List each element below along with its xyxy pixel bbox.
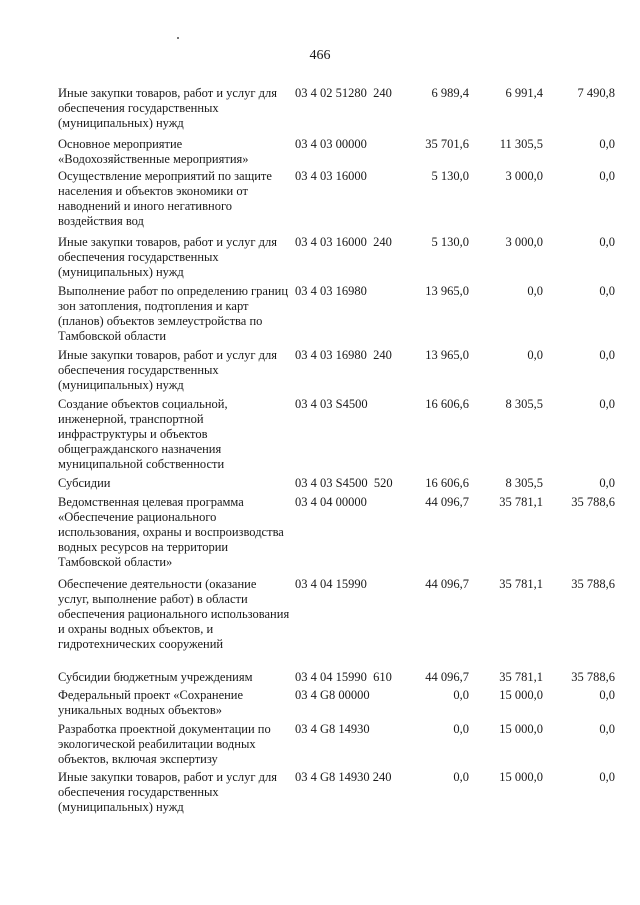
row-value-1: 0,0 xyxy=(453,770,469,784)
row-description: Субсидии бюджетным учреждениям xyxy=(58,670,253,684)
row-description: Иные закупки товаров, работ и услуг для обеспечения государственных (муниципальных) нужд xyxy=(58,348,278,392)
row-value-2: 15 000,0 xyxy=(499,688,543,702)
row-description: Иные закупки товаров, работ и услуг для обеспечения государственных (муниципальных) нужд xyxy=(58,770,278,814)
row-value-2: 0,0 xyxy=(527,284,543,298)
row-value-2: 11 305,5 xyxy=(499,137,543,151)
row-code: 03 4 03 16000 xyxy=(295,169,367,183)
row-value-2: 8 305,5 xyxy=(505,476,543,490)
row-value-3: 0,0 xyxy=(599,397,615,411)
row-value-1: 13 965,0 xyxy=(425,284,469,298)
row-code: 03 4 G8 14930 xyxy=(295,722,370,736)
row-description: Субсидии xyxy=(58,476,111,490)
row-code: 03 4 03 16980 xyxy=(295,284,367,298)
row-value-1: 6 989,4 xyxy=(431,86,469,100)
row-code: 03 4 04 15990 610 xyxy=(295,670,392,684)
row-value-3: 0,0 xyxy=(599,348,615,362)
row-code: 03 4 G8 14930 240 xyxy=(295,770,392,784)
row-value-1: 5 130,0 xyxy=(431,169,469,183)
row-code: 03 4 04 15990 xyxy=(295,577,367,591)
scan-speck xyxy=(177,37,179,39)
row-description: Обеспечение деятельности (оказание услуг, выполнение работ) в области обеспечения рационального использования и охраны водных объектов, и гидротехнических сооружений xyxy=(58,577,290,651)
row-code: 03 4 02 51280 240 xyxy=(295,86,392,100)
row-value-1: 16 606,6 xyxy=(425,476,469,490)
row-description: Ведомственная целевая программа «Обеспечение рационального использования, охраны и воспроизводства водных ресурсов на территории Тамбовской области» xyxy=(58,495,284,569)
row-description: Осуществление мероприятий по защите населения и объектов экономики от наводнений и иного негативного воздействия вод xyxy=(58,169,272,228)
row-value-3: 0,0 xyxy=(599,722,615,736)
row-value-1: 35 701,6 xyxy=(425,137,469,151)
row-code: 03 4 03 16980 240 xyxy=(295,348,392,362)
row-value-2: 3 000,0 xyxy=(505,235,543,249)
row-value-2: 35 781,1 xyxy=(499,577,543,591)
row-description: Федеральный проект «Сохранение уникальных водных объектов» xyxy=(58,688,244,717)
row-value-1: 0,0 xyxy=(453,688,469,702)
page-number: 466 xyxy=(309,48,331,63)
row-value-3: 0,0 xyxy=(599,169,615,183)
row-value-2: 0,0 xyxy=(527,348,543,362)
row-value-2: 6 991,4 xyxy=(505,86,543,100)
row-description: Иные закупки товаров, работ и услуг для обеспечения государственных (муниципальных) нужд xyxy=(58,235,278,279)
row-value-3: 35 788,6 xyxy=(571,670,615,684)
row-value-3: 0,0 xyxy=(599,476,615,490)
row-code: 03 4 03 S4500 xyxy=(295,397,368,411)
row-description: Иные закупки товаров, работ и услуг для обеспечения государственных (муниципальных) нужд xyxy=(58,86,278,130)
row-description: Выполнение работ по определению границ зон затопления, подтопления и карт (планов) объектов землеустройства по Тамбовской области xyxy=(58,284,289,343)
row-value-2: 15 000,0 xyxy=(499,770,543,784)
row-value-1: 44 096,7 xyxy=(425,495,469,509)
row-value-3: 0,0 xyxy=(599,284,615,298)
row-value-2: 8 305,5 xyxy=(505,397,543,411)
row-code: 03 4 G8 00000 xyxy=(295,688,370,702)
row-value-3: 7 490,8 xyxy=(577,86,615,100)
row-description: Разработка проектной документации по экологической реабилитации водных объектов, включая экспертизу xyxy=(58,722,271,766)
row-description: Создание объектов социальной, инженерной, транспортной инфраструктуры и объектов общегражданского назначения муниципальной собственности xyxy=(58,397,228,471)
row-value-1: 44 096,7 xyxy=(425,670,469,684)
row-code: 03 4 03 S4500 520 xyxy=(295,476,393,490)
row-value-2: 15 000,0 xyxy=(499,722,543,736)
row-description: Основное мероприятие «Водохозяйственные мероприятия» xyxy=(58,137,249,166)
row-value-1: 44 096,7 xyxy=(425,577,469,591)
row-value-2: 35 781,1 xyxy=(499,495,543,509)
row-value-3: 0,0 xyxy=(599,137,615,151)
row-code: 03 4 03 16000 240 xyxy=(295,235,392,249)
row-value-2: 3 000,0 xyxy=(505,169,543,183)
row-value-3: 35 788,6 xyxy=(571,495,615,509)
row-value-3: 0,0 xyxy=(599,688,615,702)
row-value-1: 0,0 xyxy=(453,722,469,736)
row-value-3: 0,0 xyxy=(599,235,615,249)
row-value-1: 16 606,6 xyxy=(425,397,469,411)
row-value-2: 35 781,1 xyxy=(499,670,543,684)
row-value-3: 35 788,6 xyxy=(571,577,615,591)
row-value-1: 5 130,0 xyxy=(431,235,469,249)
row-value-3: 0,0 xyxy=(599,770,615,784)
row-code: 03 4 03 00000 xyxy=(295,137,367,151)
row-code: 03 4 04 00000 xyxy=(295,495,367,509)
row-value-1: 13 965,0 xyxy=(425,348,469,362)
